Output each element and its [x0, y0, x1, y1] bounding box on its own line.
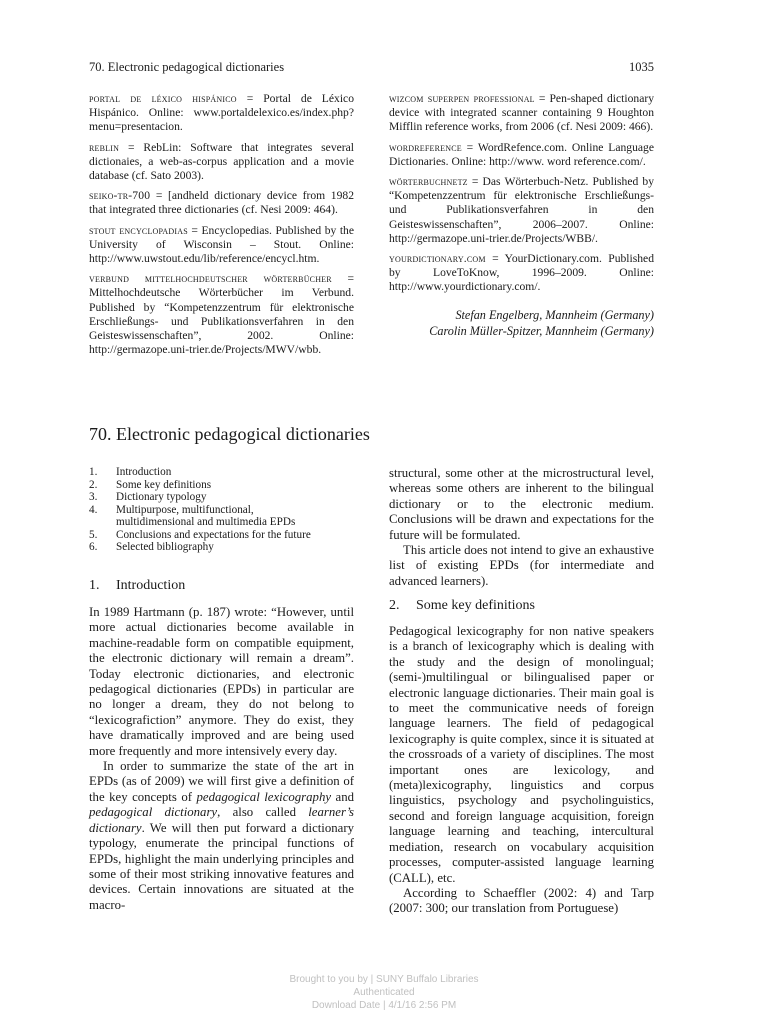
- toc-number: 4.: [89, 503, 98, 516]
- toc-label: Introduction: [116, 466, 172, 478]
- section-heading-key-definitions: [389, 598, 535, 614]
- reference-entry: [89, 141, 354, 184]
- text-run: In order to summarize the state of the art in EPDs (as of 2009) we will first give a definition of the key concepts of: [89, 759, 354, 804]
- reference-name: reblin: [89, 140, 120, 154]
- reference-name: portal de léxico hispánico: [89, 92, 237, 105]
- toc-label: multidimensional and multimedia EPDs: [116, 516, 296, 528]
- toc-number: [89, 516, 116, 529]
- toc-item: [89, 491, 359, 504]
- section-heading-introduction: [89, 578, 185, 594]
- reference-text: = YourDictionary.com. Published by LoveToKnow, 1996–2009. Online: http://www.yourdictionary.com/.: [389, 252, 654, 294]
- footer-line: Download Date | 4/1/16 2:56 PM: [311, 1000, 457, 1011]
- paragraph: structural, some other at the microstructural level, whereas some others are inherent to the bilingual dictionary or to the electronic medium. Conclusions will be drawn and expectations for the future will be formulated.: [389, 466, 654, 542]
- emphasis: pedagogical lexicography: [196, 789, 332, 804]
- toc-item: [89, 529, 359, 542]
- running-head: [89, 60, 654, 78]
- section-number: 1.: [89, 578, 100, 593]
- body-column-left: [89, 605, 354, 913]
- reference-entry: [89, 224, 354, 267]
- toc-number: 3.: [89, 491, 98, 503]
- body-column-right-intro: [389, 466, 654, 589]
- author-signature: [389, 307, 654, 339]
- page-number: 1035: [629, 60, 654, 74]
- reference-name: wordreference: [389, 140, 462, 154]
- reference-name: wörterbuchnetz: [389, 175, 468, 189]
- paragraph: [89, 759, 354, 913]
- reference-text: = RebLin: Software that integrates several dictionaies, a web-as-corpus application and a movie database (cf. Sato 2003).: [89, 140, 354, 183]
- author-line: Stefan Engelberg, Mannheim (Germany): [455, 307, 654, 322]
- reference-name: seiko-tr-700: [89, 189, 151, 203]
- text-run: and: [331, 789, 354, 804]
- footer-line: Authenticated: [353, 987, 415, 998]
- reference-text: = WordRefence.com. Online Language Dictionaries. Online: http://www. word reference.com/.: [389, 140, 654, 168]
- footer-line: Brought to you by | SUNY Buffalo Libraries: [289, 974, 479, 985]
- reference-list-right: [389, 92, 654, 339]
- toc-label: Dictionary typology: [116, 491, 207, 503]
- reference-entry: [389, 175, 654, 246]
- reference-text: = [andheld dictionary device from 1982 that integrated three dictionaries (cf. Nesi 2009: 464).: [89, 189, 354, 217]
- toc-label: Multipurpose, multifunctional,: [116, 503, 254, 516]
- reference-entry: [389, 92, 654, 135]
- reference-name: stout encyclopadias: [89, 223, 188, 237]
- reference-entry: [389, 141, 654, 169]
- reference-name: yourdictionary.com: [389, 252, 486, 266]
- reference-entry: [89, 189, 354, 217]
- emphasis: pedagogical dictionary: [89, 805, 218, 820]
- reference-text: = Encyclopedias. Published by the University of Wisconsin – Stout. Online: http://www.uwstout.edu/lib/reference/encycl.htm.: [89, 223, 354, 266]
- author-line: Carolin Müller-Spitzer, Mannheim (Germany): [429, 323, 654, 338]
- toc-item: [89, 516, 359, 529]
- toc-item: [89, 504, 359, 517]
- reference-text: = Portal de Léxico Hispánico. Online: www.portaldelexico.es/index.php?menu=presentacion.: [89, 92, 354, 134]
- toc-number: 6.: [89, 541, 98, 553]
- body-column-right: [389, 624, 654, 917]
- reference-name: verbund mittelhochdeutscher wörterbücher: [89, 272, 332, 286]
- toc-label: Selected bibliography: [116, 541, 214, 553]
- text-run: . We will then put forward a dictionary typology, enumerate the principal functions of EPDs, highlight the main underlying principles and some of their most striking innovative features and devices. Certain innovations are situated at the macro-: [89, 820, 354, 912]
- paragraph: This article does not intend to give an exhaustive list of existing EPDs (for intermediate and advanced learners).: [389, 543, 654, 588]
- text-run: , also called: [217, 805, 309, 820]
- running-head-title: 70. Electronic pedagogical dictionaries: [89, 60, 285, 74]
- emphasis: learner’s dictionary: [89, 805, 354, 835]
- chapter-title: 70. Electronic pedagogical dictionaries: [89, 424, 370, 444]
- reference-entry: [389, 252, 654, 295]
- toc-label: Some key definitions: [116, 478, 212, 491]
- toc-number: 5.: [89, 528, 98, 541]
- reference-text: = Das Wörterbuch-Netz. Published by “Kompetenzzentrum für elektronische Erschließungs- und Publikationsverfahren in den Geisteswissenschaften”, 2006–2007. Online: http://germazope.uni-trier.de/Projects/WBB/.: [389, 175, 654, 245]
- paragraph: In 1989 Hartmann (p. 187) wrote: “However, until more actual dictionaries become available in machine-readable form on compatible equipment, the electronic dictionary will remain a dream”. Today electronic dictionaries, and electronic pedagogical dictionaries (EPDs) in particular are no longer a dream, they do not belong to “lexicografiction” anymore. They do exist, they have dramatically improved and are being used more frequently and more intensively every day.: [89, 605, 354, 758]
- reference-text: = Pen-shaped dictionary device with integrated scanner containing 9 Houghton Mifflin reference works, from 2006 (cf. Nesi 2009: 466).: [389, 92, 654, 134]
- toc-item: [89, 466, 359, 479]
- reference-entry: [89, 92, 354, 135]
- toc-item: [89, 479, 359, 492]
- toc-label: Conclusions and expectations for the future: [116, 528, 311, 541]
- section-number: 2.: [389, 598, 400, 613]
- reference-text: = Mittelhochdeutsche Wörterbücher im Verbund. Published by “Kompetenzzentrum für elektronische Erschließungs- und Publikationsverfahren in den Geisteswissenschaften”, 2002. Online: http://germazope.uni-trier.de/Projects/MWV/wbb.: [89, 272, 355, 357]
- reference-entry: [89, 272, 354, 357]
- section-title: Some key definitions: [416, 598, 535, 613]
- section-title: Introduction: [116, 578, 186, 593]
- paragraph: Pedagogical lexicography for non native speakers is a branch of lexicography which is dealing with the study and the design of monolingual; (semi-)multilingual or bilingualised paper or electronic language dictionaries. Their main goal is to meet the communicative needs of foreign language learners. The field of pedagogical lexicography is quite complex, since it is situated at the crossroads of a variety of disciplines. The most important ones are lexicology, and (meta)lexicography, linguistics and corpus linguistics, psychology and psycholinguistics, second and foreign language acquisition, foreign language learning and teaching, intercultural mediation, research on vocabulary acquisition processes, computer-assisted language learning (CALL), etc.: [389, 624, 654, 885]
- toc-item: [89, 541, 359, 554]
- access-footer: [0, 973, 768, 1012]
- toc-number: 2.: [89, 478, 98, 491]
- reference-name: wizcom superpen professional: [389, 92, 535, 105]
- paragraph: According to Schaeffler (2002: 4) and Tarp (2007: 300; our translation from Portuguese): [389, 885, 654, 916]
- toc-number: 1.: [89, 466, 98, 478]
- reference-list-left: [89, 92, 354, 363]
- table-of-contents: [89, 466, 359, 554]
